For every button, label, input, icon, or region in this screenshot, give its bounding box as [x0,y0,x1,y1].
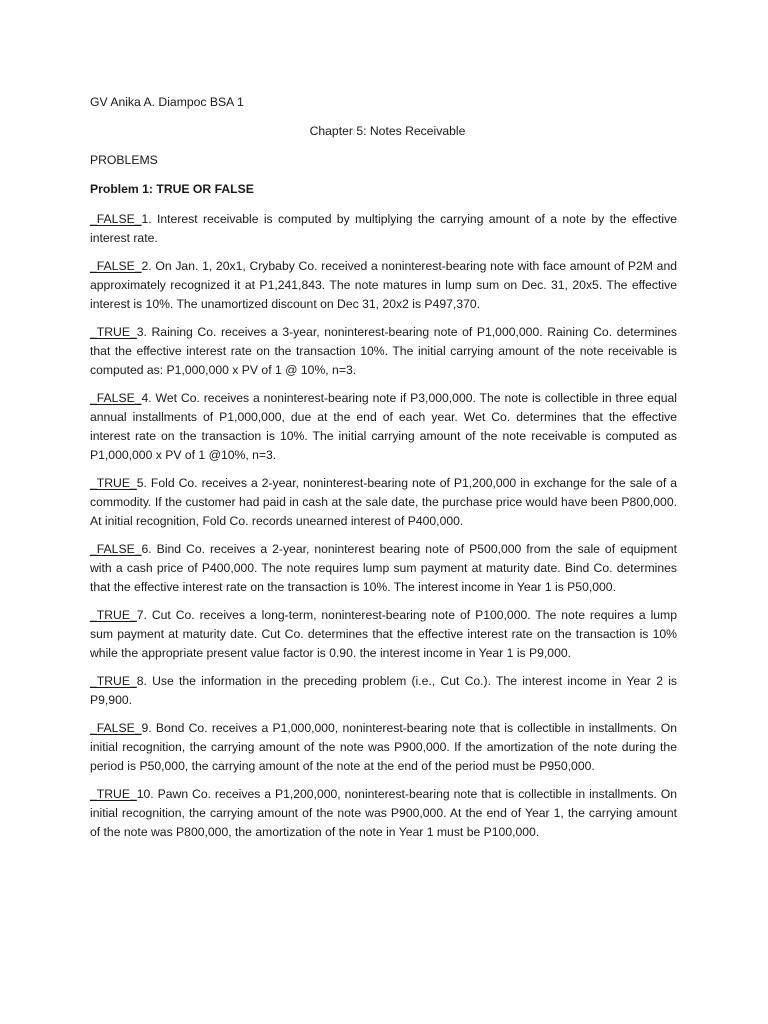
question-number: 1. [141,212,152,226]
question-number: 10. [136,787,154,801]
question-item [90,474,677,531]
answer-blank: _TRUE_ [90,787,137,801]
question-item [90,785,677,842]
question-item [90,672,677,710]
question-text: Bind Co. receives a 2-year, noninterest bearing note of P500,000 from the sale of equipment with a cash price of P400,000. The note requires lump sum payment at maturity date. Bind Co. determines that the effective interest rate on the transaction is 10%. The interest income in Year 1 is P50,000. [90,542,677,594]
question-item [90,210,677,248]
answer-blank: _TRUE_ [90,476,137,490]
answer-blank: _FALSE_ [90,542,142,556]
question-number: 2. [141,259,152,273]
question-text: Bond Co. receives a P1,000,000, noninterest-bearing note that is collectible in installments. On initial recognition, the carrying amount of the note was P900,000. If the amortization of the note during the period is P50,000, the carrying amount of the note at the end of the period must be P950,000. [90,721,677,773]
answer-blank: _TRUE_ [90,674,137,688]
question-item [90,257,677,314]
question-item [90,389,677,465]
question-text: Interest receivable is computed by multiplying the carrying amount of a note by the effective interest rate. [90,212,677,245]
question-number: 3. [136,325,147,339]
question-number: 6. [141,542,152,556]
document-page [90,94,677,851]
question-number: 7. [136,608,147,622]
question-number: 9. [141,721,152,735]
problem-title: Problem 1: TRUE OR FALSE [90,182,254,196]
answer-blank: _FALSE_ [90,391,142,405]
chapter-title: Chapter 5: Notes Receivable [309,124,466,138]
question-text: Use the information in the preceding problem (i.e., Cut Co.). The interest income in Year 2 is P9,900. [90,674,677,707]
question-text: Wet Co. receives a noninterest-bearing note if P3,000,000. The note is collectible in three equal annual installments of P1,000,000, due at the end of each year. Wet Co. determines that the effective interest rate on the transaction is 10%. The initial carrying amount of the note receivable is computed as P1,000,000 x PV of 1 @10%, n=3. [90,391,677,462]
question-text: Cut Co. receives a long-term, noninterest-bearing note of P100,000. The note requires a lump sum payment at maturity date. Cut Co. determines that the effective interest rate on the transaction is 10% while the appropriate present value factor is 0.90. the interest income in Year 1 is P9,000. [90,608,677,660]
answer-blank: _FALSE_ [90,259,142,273]
answer-blank: _TRUE_ [90,608,137,622]
question-text: Raining Co. receives a 3-year, noninterest-bearing note of P1,000,000. Raining Co. determines that the effective interest rate on the transaction 10%. The initial carrying amount of the note receivable is computed as: P1,000,000 x PV of 1 @ 10%, n=3. [90,325,677,377]
author-line: GV Anika A. Diampoc BSA 1 [90,95,244,109]
question-item [90,540,677,597]
question-text: On Jan. 1, 20x1, Crybaby Co. received a noninterest-bearing note with face amount of P2M and approximately recognized it at P1,241,843. The note matures in lump sum on Dec. 31, 20x5. The effective interest is 10%. The unamortized discount on Dec 31, 20x2 is P497,370. [90,259,677,311]
section-heading: PROBLEMS [90,153,158,167]
question-number: 5. [136,476,147,490]
question-number: 8. [136,674,147,688]
answer-blank: _TRUE_ [90,325,137,339]
question-item [90,719,677,776]
question-text: Fold Co. receives a 2-year, noninterest-bearing note of P1,200,000 in exchange for the sale of a commodity. If the customer had paid in cash at the sale date, the purchase price would have been P800,000. At initial recognition, Fold Co. records unearned interest of P400,000. [90,476,677,528]
question-item [90,606,677,663]
question-text: Pawn Co. receives a P1,200,000, noninterest-bearing note that is collectible in installments. On initial recognition, the carrying amount of the note was P900,000. At the end of Year 1, the carrying amount of the note was P800,000, the amortization of the note in Year 1 must be P100,000. [90,787,677,839]
answer-blank: _FALSE_ [90,721,142,735]
question-item [90,323,677,380]
answer-blank: _FALSE_ [90,212,142,226]
question-number: 4. [141,391,152,405]
question-list [90,210,677,842]
